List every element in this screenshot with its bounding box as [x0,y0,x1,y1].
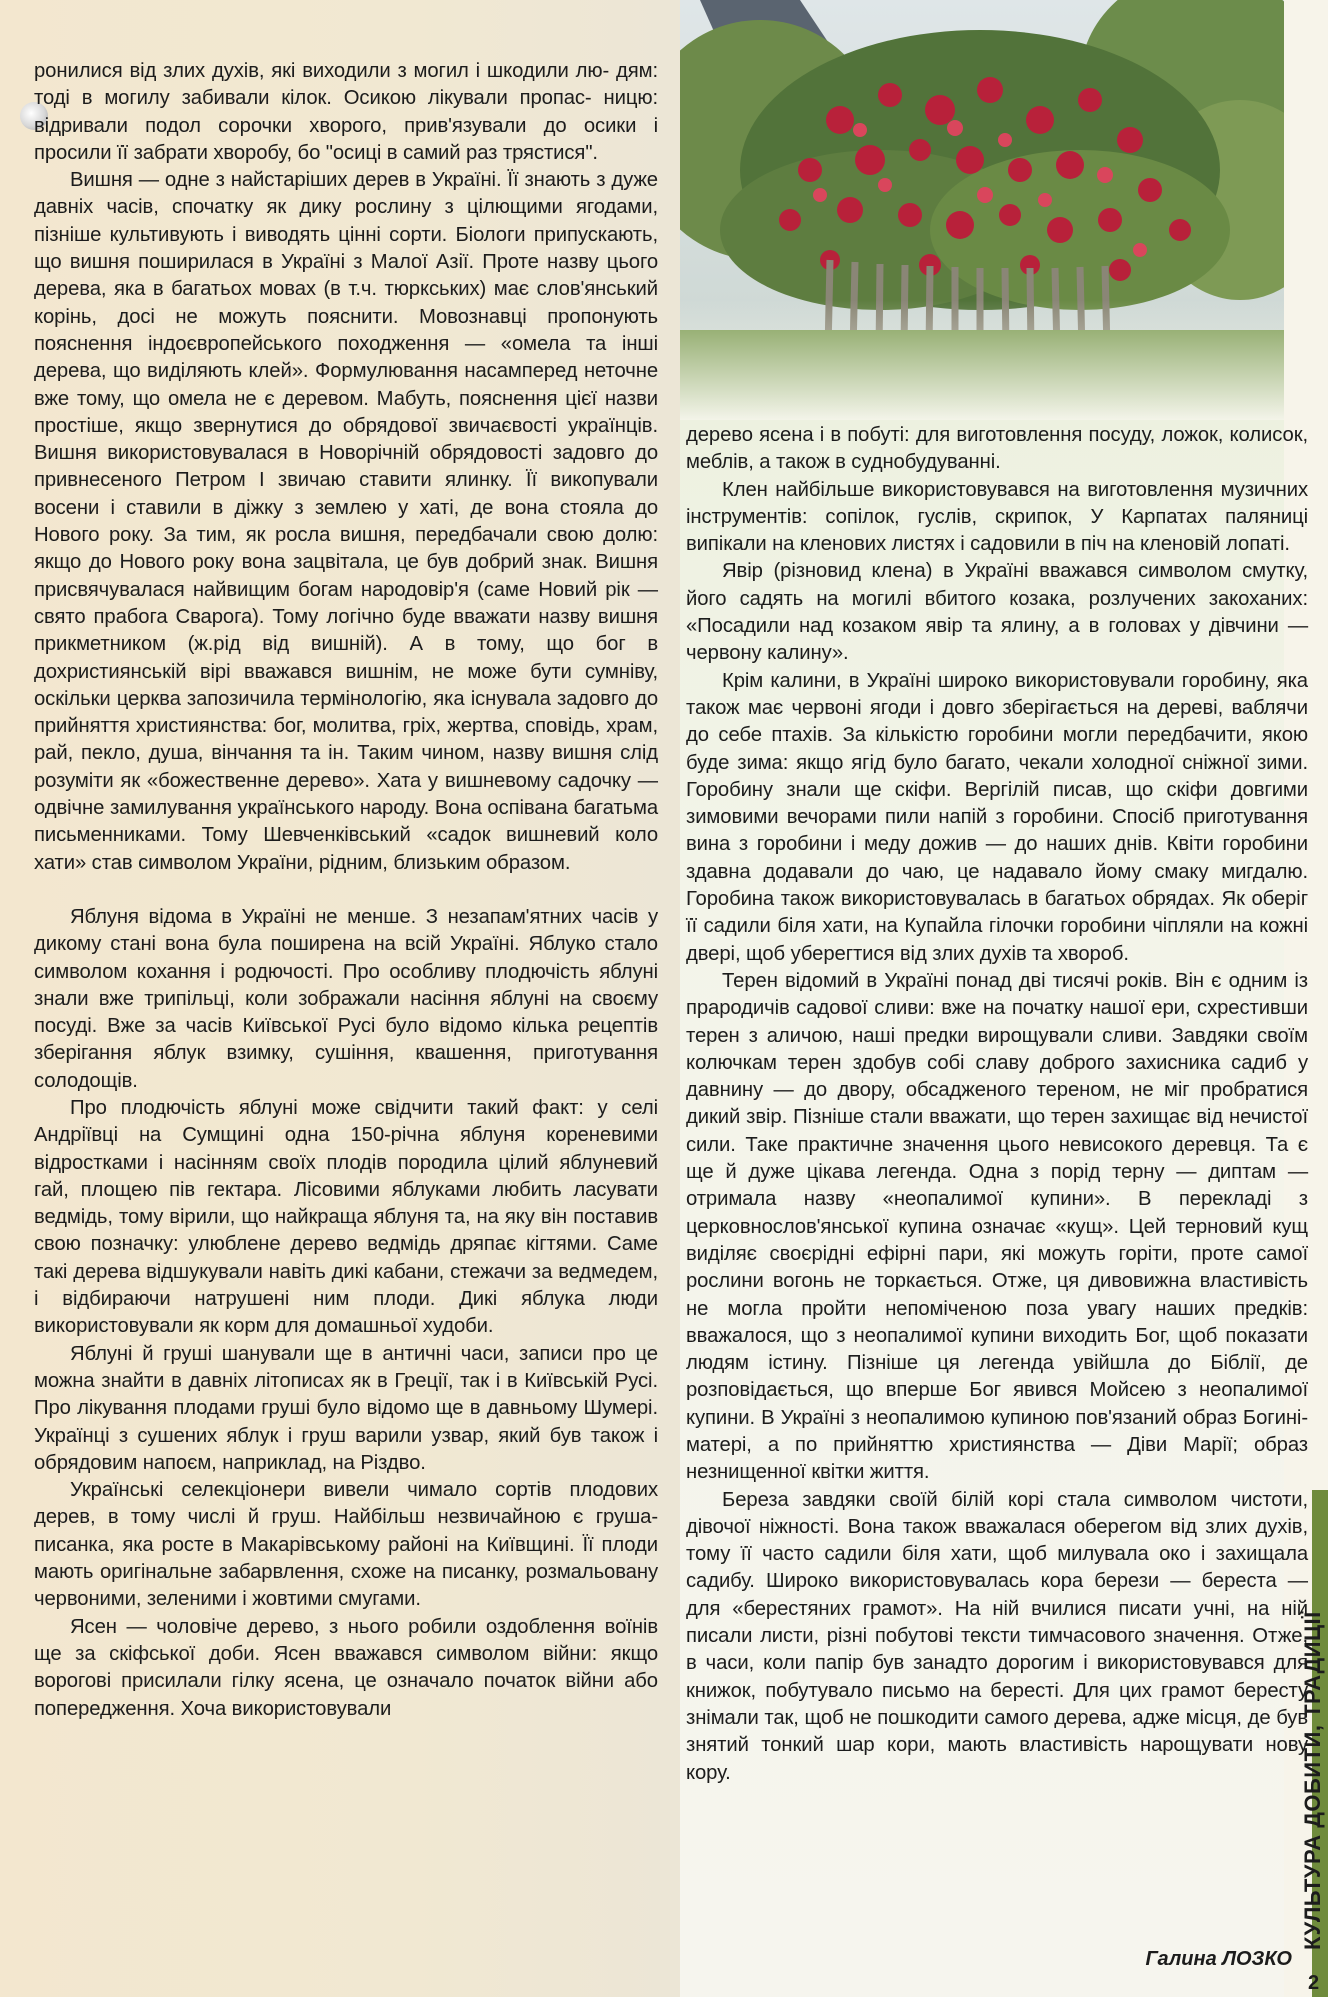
paragraph-ash-continued: дерево ясена і в побуті: для виготовлення посуду, ложок, колисок, меблів, а також в суднобудуванні. [686,424,1308,474]
paragraph-cherry: Вишня — одне з найстаріших дерев в Україні. Її знають з дуже давніх часів, спочатку як дику рослину з цілющими ягодами, пізніше культивують і виводять цінні сорти. Біологи припускають, що вишня поширилася в Україні з Малої Азії. Проте назву цього дерева, яка в багатьох мовах (в т.ч. тюркських) має слов'янський корінь, досі не можуть пояснити. Мовознавці пропонують пояснення індоєвропейського походження — «омела та інші дерева, що виділяють клей». Формулювання насамперед неточне вже тому, що омела не є деревом. Мабуть, пояснення цієї назви простіше, якщо звернутися до обрядової звичаєвості українців. Вишня використовувалася в Новорічній обрядовості задовго до привнесеного Петром І звичаю ставити ялинку. Її викопували восени і ставили в діжку з землею у хаті, де вона стояла до Нового року. За тим, як росла вишня, передбачали свою долю: якщо до Нового року вона зацвітала, це був добрий знак. Вишня присвячувалася найвищим богам народовір'я (саме Новий рік — свято прабога Сварога). Тому логічно буде вважати назву вишня прикметником (ж.рід від вишній). А в тому, що бог в дохристиянській вірі вважався вишнім, не може бути сумніву, оскільки церква запозичила термінологію, яка існувала задовго до прийняття християнства: бог, молитва, гріх, жертва, сповідь, храм, рай, пекло, душа, вінчання та ін. Таким чином, назву вишня слід розуміти як «божественне дерево». Хата у вишневому садочку — одвічне замилування українського народу. Вона оспівана багатьма письменниками. Тому Шевченківський «садок вишневий коло хати» став символом України, рідним, близьким образом. [34,169,658,874]
paragraph-apple-pear: Яблуні й груші шанували ще в античні часи, записи про це можна знайти в давніх літописах як в Греції, так і в Київській Русі. Про лікування плодами груші було відомо ще в давньому Шумері. Українці з сушених яблук і груш варили узвар, який був також і обрядовим напоєм, наприклад, на Різдво. [34,1342,658,1474]
paragraph-ash: Ясен — чоловіче дерево, з нього робили оздоблення воїнів ще за скіфської доби. Ясен вважався символом війни: якщо ворогові присилали гілку ясена, це означало початок війни або попередження. Хоча використовували [34,1615,658,1720]
paragraph-aspen: ронилися від злих духів, які виходили з могил і шкодили лю- дям: тоді в могилу забивали кілок. Осикою лікували пропас- ницю: відривали подол сорочки хворого, прив'язували до осики і просили її забрати хворобу, бо "осиці в самий раз трястися". [34,60,658,164]
paragraph-apple-fertility: Про плодючість яблуні може свідчити такий факт: у селі Андріївці на Сумщині одна 150-річна яблуня кореневими відростками і насінням своїх плодів породила цілий яблуневий гай, площею пів гектара. Лісовими яблуками любить ласувати ведмідь, тому вірили, що найкраща яблуня та, на яку він поставив свою позначку: улюблене дерево ведмідь дряпає кігтями. Саме такі дерева відшукували навіть дикі кабани, стежачи за ведмедем, і відбираючи натрушені ним плоди. Дикі яблука люди використовували як корм для домашньої худоби. [34,1096,658,1338]
paragraph-apple: Яблуня відома в Україні не менше. З незапам'ятних часів у дикому стані вона була поширена на всій Україні. Яблуко стало символом кохання і родючості. Про особливу плодючість яблуні знали вже трипільці, коли зображали насіння яблуні на своєму посуді. Вже за часів Київської Русі було відомо кілька рецептів зберігання яблук взимку, сушіння, квашення, приготування солодощів. [34,905,658,1092]
section-side-label: КУЛЬТУРА ДОБИТИ, ТРАДИЦІЇ [1300,1611,1325,1950]
author-signature: Галина ЛОЗКО [1145,1948,1292,1970]
paragraph-rowan: Крім калини, в Україні широко використовували горобину, яка також має червоні ягоди і довго зберігається на дереві, ваблячи до себе птахів. За кількістю горобини могли передбачити, якою буде зима: якщо ягід було багато, чекали холодної сніжної зими. Горобину знали ще скіфи. Вергілій писав, що скіфи довгими зимовими вечорами пили напій з горобини. Спосіб приготування вина з горобини і меду дожив — до наших днів. Квіти горобини здавна додавали до чаю, це надавало йому смаку мигдалю. Горобина також використовувалась в багатьох обрядах. Як оберіг її садили біля хати, на Купайла гілочки горобини чіпляли на кожні двері, щоб уберегтися від злих духів та хвороб. [686,669,1308,965]
photo-viburnum-bush [680,0,1284,420]
paragraph-blackthorn: Терен відомий в Україні понад дві тисячі років. Він є одним із прародичів садової сливи: вже на початку нашої ери, схрестивши терен з аличою, наші предки вирощували сливи. Завдяки своїм колючкам терен здобув собі славу доброго захисника садиб у давнину — до двору, обсадженого тереном, не міг пробратися дикий звір. Пізніше стали вважати, що терен захищає від нечистої сили. Таке практичне значення цього невисокого деревця. Та є ще й дуже цікава легенда. Одна з порід терну — диптам — отримала назву «неопалимої купини». В перекладі з церковнослов'янської купина означає «кущ». Цей терновий кущ виділяє своєрідні ефірні пари, які можуть горіти, проте самої рослини вогонь не торкається. Отже, ця дивовижна властивість не могла пройти непоміченою поза увагу наших предків: вважалося, що з неопалимої купини виходить Бог, щоб показати людям істину. Пізніше ця легенда увійшла до Біблії, де розповідається, що вперше Бог явився Мойсею з неопалимої купини. В Україні з неопалимою купиною пов'язаний образ Богині-матері, а по прийняттю християнства — Діви Марії; образ незнищенної квітки життя. [686,969,1308,1484]
right-text-column [686,422,1308,1787]
paragraph-maple: Клен найбільше використовувався на виготовлення музичних інструментів: сопілок, гуслів, скрипок, У Карпатах паляниці випікали на кленових листях і садовили в піч на кленовій лопаті. [686,478,1308,556]
page-number: 2 [1308,1972,1320,1994]
left-text-column [34,58,658,1723]
paragraph-birch: Береза завдяки своїй білій корі стала символом чистоти, дівочої ніжності. Вона також вважалася оберегом від злих духів, тому її часто садили біля хати, щоб милувала око і захищала садибу. Широко використовувалась кора берези — береста — для «берестяних грамот». На ній вчилися писати учні, на ній писали листи, різні побутові тексти тимчасового значення. Отже, в часи, коли папір був занадто дорогим і використовувався для книжок, побутувало письмо на бересті. Для цих грамот бересту знімали так, щоб не пошкодити самого дерева, адже місця, де був знятий тонкий шар кори, мають властивість нарощувати нову кору. [686,1488,1308,1784]
paragraph-pear-varieties: Українські селекціонери вивели чимало сортів плодових дерев, в тому числі й груш. Найбільш незвичайною є груша-писанка, яка росте в Макарівському районі на Київщині. Її плоди мають оригінальне забарвлення, схоже на писанку, розмальовану червоними, зеленими і жовтими смугами. [34,1479,658,1611]
paragraph-sycamore: Явір (різновид клена) в Україні вважався символом смутку, його садять на могилі вбитого козака, розлучених закоханих: «Посадили над козаком явір та ялину, а в головах у дівчини — червону калину». [686,560,1308,665]
